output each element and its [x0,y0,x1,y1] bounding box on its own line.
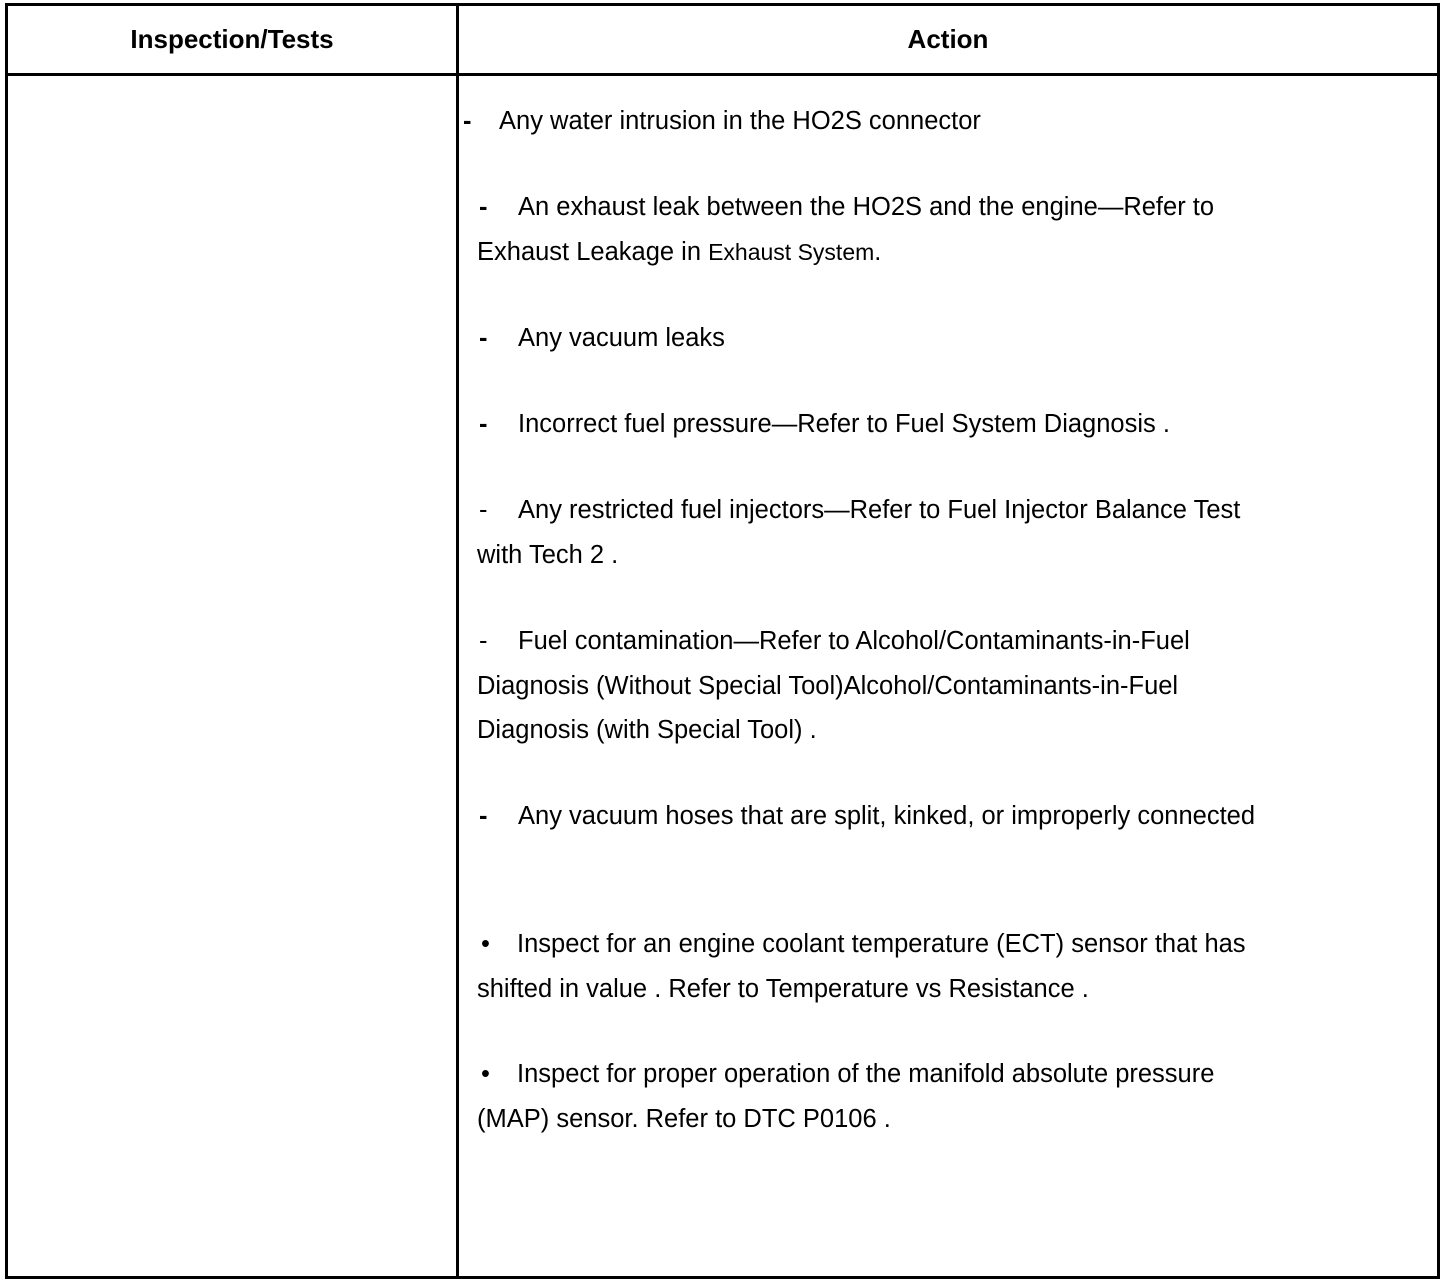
inspection-cell [8,76,456,1276]
item-text: Any water intrusion in the HO2S connector [499,107,981,135]
header-action: Action [907,24,989,54]
dash-marker: - [479,802,488,830]
list-item-vacuum-leaks [479,316,725,361]
bullet-marker: • [481,930,490,958]
item-text-line2: (MAP) sensor. Refer to DTC P0106 . [477,1104,891,1133]
item-text-line1: Inspect for an engine coolant temperature (ECT) sensor that has [517,930,1246,958]
item-text-line1: Fuel contamination—Refer to Alcohol/Contaminants-in-Fuel [518,627,1190,655]
item-text-line2-prefix: Exhaust Leakage in [477,237,701,266]
list-item-fuel-injectors [477,488,1240,577]
item-text-line1: Any restricted fuel injectors—Refer to Fuel Injector Balance Test [518,496,1241,524]
dash-marker: - [479,496,488,524]
item-text-line2: with Tech 2 . [477,540,619,569]
dash-marker: - [463,107,472,135]
list-item-fuel-contamination [477,619,1190,753]
list-item-map-sensor [477,1052,1214,1141]
dash-marker: - [479,410,488,438]
item-text-line2-suffix: . [874,237,882,266]
action-cell [459,76,1437,1276]
item-text: Any vacuum leaks [518,324,725,352]
dash-marker: - [479,627,488,655]
item-text-line2: shifted in value . Refer to Temperature vs Resistance . [477,974,1089,1003]
list-item-fuel-pressure [479,402,1170,447]
item-text: Any vacuum hoses that are split, kinked, or improperly connected [518,802,1256,830]
dash-marker: - [479,193,488,221]
list-item-exhaust-leak [477,185,1214,274]
list-item-water-intrusion [463,99,981,144]
list-item-vacuum-hoses [479,794,1255,839]
header-inspection-tests: Inspection/Tests [130,24,334,54]
item-text-line2: Diagnosis (Without Special Tool)Alcohol/Contaminants-in-Fuel [477,671,1179,700]
item-text-line1: Inspect for proper operation of the manifold absolute pressure [517,1060,1215,1088]
item-text: Incorrect fuel pressure—Refer to Fuel System Diagnosis . [518,410,1170,438]
dash-marker: - [479,324,488,352]
item-text-line3: Diagnosis (with Special Tool) . [477,716,817,744]
bullet-marker: • [481,1060,490,1088]
table-header-row [8,6,1437,76]
item-text-line1: An exhaust leak between the HO2S and the engine—Refer to [518,193,1215,221]
list-item-ect-sensor [477,922,1246,1011]
exhaust-system-reference: Exhaust System [708,238,875,265]
diagnostic-table [5,3,1440,1279]
